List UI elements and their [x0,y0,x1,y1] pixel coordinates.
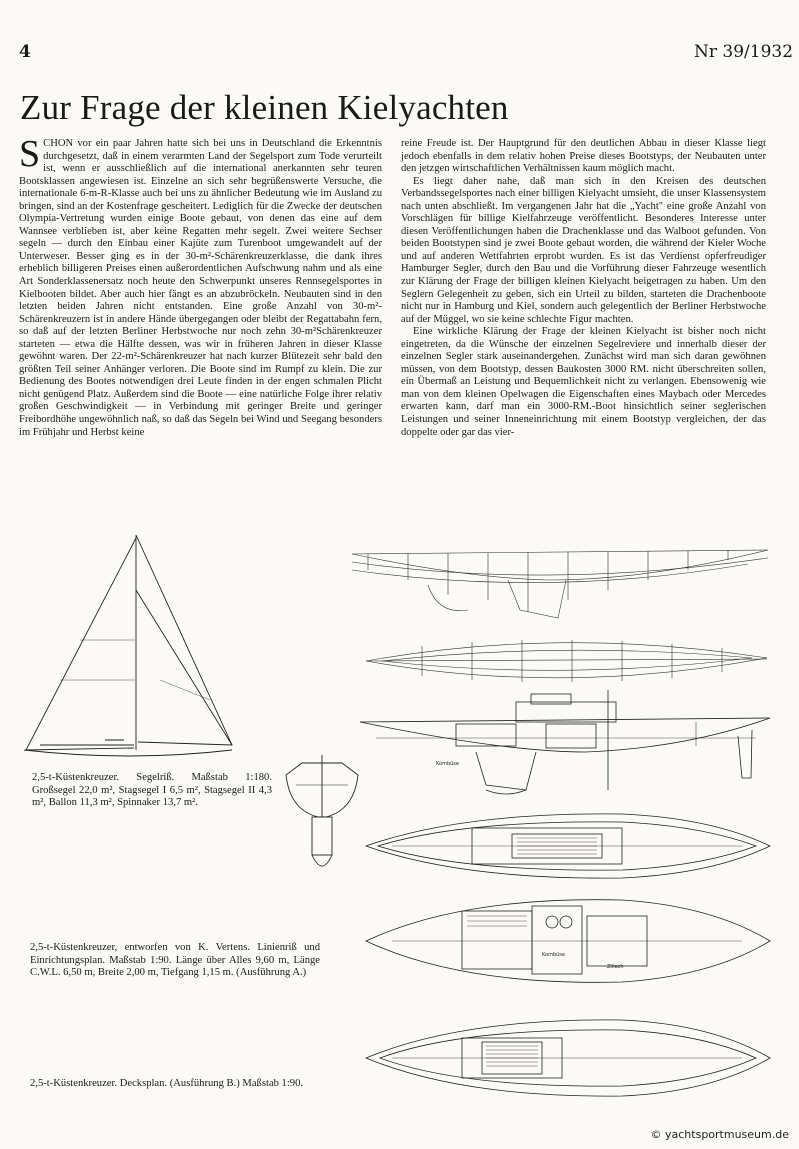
paragraph: Eine wirkliche Klärung der Frage der kleinen Kielyacht ist bisher noch nicht eingetreten, da die Wünsche der einzelnen Segelreviere und innerhalb dieser der einzelnen Segler stark auseinandergehen. Zunächst wird man sich daran gewöhnen müssen, von dem Bootstyp, dessen Baukosten 3000 RM. nicht überschreiten sollen, ein Übermaß an Leistung und Bequemlichkeit nicht zu verlangen. Ebensowenig wie man von dem kleinen Opelwagen die Eigenschaften eines Maybach oder Mercedes erwarten kann, darf man ein 3000-RM.-Boot hinsichtlich seiner seglerischen Leistungen und seiner Inneneinrichtung mit einem Bootstyp vergleichen, der das doppelte oder gar das vier- [401,326,766,438]
sail-plan-caption: 2,5-t-Küstenkreuzer. Segelriß. Maßstab 1:180. Großsegel 22,0 m², Stagsegel I 6,5 m², Stagsegel II 4,3 m², Ballon 11,3 m², Spinnaker 13,7 m². [32,772,272,809]
paragraph [19,133,382,439]
paragraph: reine Freude ist. Der Hauptgrund für den deutlichen Abbau in dieser Klasse liegt jedoch ebenfalls in dem relativ hohen Preise dieses Bootstyps, der Neubauten unter den jetzgen wirtschaftlichen Verhältnissen kaum möglich macht. [401,138,766,175]
lines-profile-drawing [348,540,773,630]
deck-plan-caption: 2,5-t-Küstenkreuzer. Decksplan. (Ausführung B.) Maßstab 1:90. [30,1078,304,1089]
drop-cap: S [19,133,41,175]
drawing-label: Zillach [607,964,624,970]
lines-plan-caption: 2,5-t-Küstenkreuzer, entworfen von K. Vertens. Linienriß und Einrichtungsplan. Maßstab 1:90. Länge über Alles 9,60 m, Länge C.W.L. 6,50 m, Breite 2,00 m, Tiefgang 1,15 m. (Ausführung A.) [30,942,320,979]
sail-plan-drawing [20,530,240,770]
issue-number: Nr 39/1932 [694,42,794,62]
deck-plan-b-drawing [362,1010,774,1105]
drawing-label: Kombüse [436,761,459,767]
interior-profile-drawing [356,690,774,800]
page-number: 4 [19,42,31,62]
article-column-left [19,133,382,439]
paragraph-text: CHON vor ein paar Jahren hatte sich bei uns in Deutschland die Erkenntnis durchgesetzt, daß in einem verarmten Land der Segelsport zum Tode verurteilt ist, wenn er ausschließlich auf die international anerkannten sehr teuren Bootsklassen angewiesen ist. Einzelne an sich sehr begrüßenswerte Versuche, die internationale 6-m-R-Klasse auch bei uns zu ähnlicher Bedeutung wie im Ausland zu bringen, sind an der Kostenfrage gescheitert. Lediglich für die Zwecke der deutschen Olympia-Vertretung wurden einige Boote gebaut, von denen das eine auf dem Wannsee verblieben ist, aber keine Regatten mehr segelt. Zwei weitere Sechser segeln — durch den Einbau einer Kajüte zum Turenboot umgewandelt auf der Unterweser. Besser ging es in der 30-m²-Schärenkreuzerklasse, die dank ihres erheblich billigeren Preises einen außerordentlichen Aufschwung nahm und als eine Art Sonderklassenersatz noch heute den Schwerpunkt unseres Rennsegelsportes in Kielbooten bildet. Aber auch hier fängt es an abzubröckeln. Neubauten sind in den letzten beiden Jahren nicht entstanden. Eine große Anzahl von 30-m²-Schärenkreuzern ist in andere Hände übergegangen oder bleibt der Regattabahn fern, so daß auf der letzten Berliner Herbstwoche nur noch zehn 30-m²Schärenkreuzer starteten — etwa die Hälfte dessen, was wir in früheren Jahren in dieser Klasse gewöhnt waren. Der 22-m²-Schärenkreuzer hat nach kurzer Blütezeit sehr bald den größten Teil seiner Anhänger verloren. Die Boote sind im Rumpf zu klein. Die zur Bedienung des Bootes notwendigen drei Leute finden in der engen schmalen Plicht nicht genügend Platz. Außerdem sind die Boote — eine natürliche Folge ihrer relativ großen Geschwindigkeit — in Verbindung mit geringer Breite und geringer Freibordhöhe ungewöhnlich naß, so daß das Segeln bei Wind und Seegang besonders im Frühjahr und Herbst keine [19,138,382,438]
section-drawing [282,755,362,880]
drawing-label: Kombüse [542,952,565,958]
waterlines-drawing [362,636,772,686]
deck-plan-a-drawing [362,810,774,882]
article-headline: Zur Frage der kleinen Kielyachten [20,88,509,127]
article-column-right [401,138,766,439]
watermark: © yachtsportmuseum.de [650,1128,789,1141]
accommodation-plan-drawing [362,886,774,996]
paragraph: Es liegt daher nahe, daß man sich in den Kreisen des deutschen Verbandssegelsportes nach einer billigen Kielyacht umsieht, die unser Klassensystem nach unten abschließt. Im vergangenen Jahr hat die „Yacht" eine große Anzahl von Vorschlägen für billige Kielfahrzeuge veröffentlicht. Besonderes Interesse unter diesen Veröffentlichungen haben die Drachenklasse und das Walboot gefunden. Von beiden Bootstypen sind je zwei Boote gebaut worden, die während der Kieler Woche und auf anderen Wettfahrten erprobt wurden. Es ist das Verdienst opferfreudiger Hamburger Segler, durch den Bau und die Vorführung dieser Fahrzeuge wesentlich zur Klärung der Frage der billigen kleinen Kielyacht beigetragen zu haben. Um den Seglern Gelegenheit zu geben, sich ein Urteil zu bilden, starteten die Drachenboote nicht nur in Hamburg und Kiel, sondern auch gelegentlich der Berliner Herbstwoche auf der Müggel, wo sie keine schlechte Figur machten. [401,175,766,325]
